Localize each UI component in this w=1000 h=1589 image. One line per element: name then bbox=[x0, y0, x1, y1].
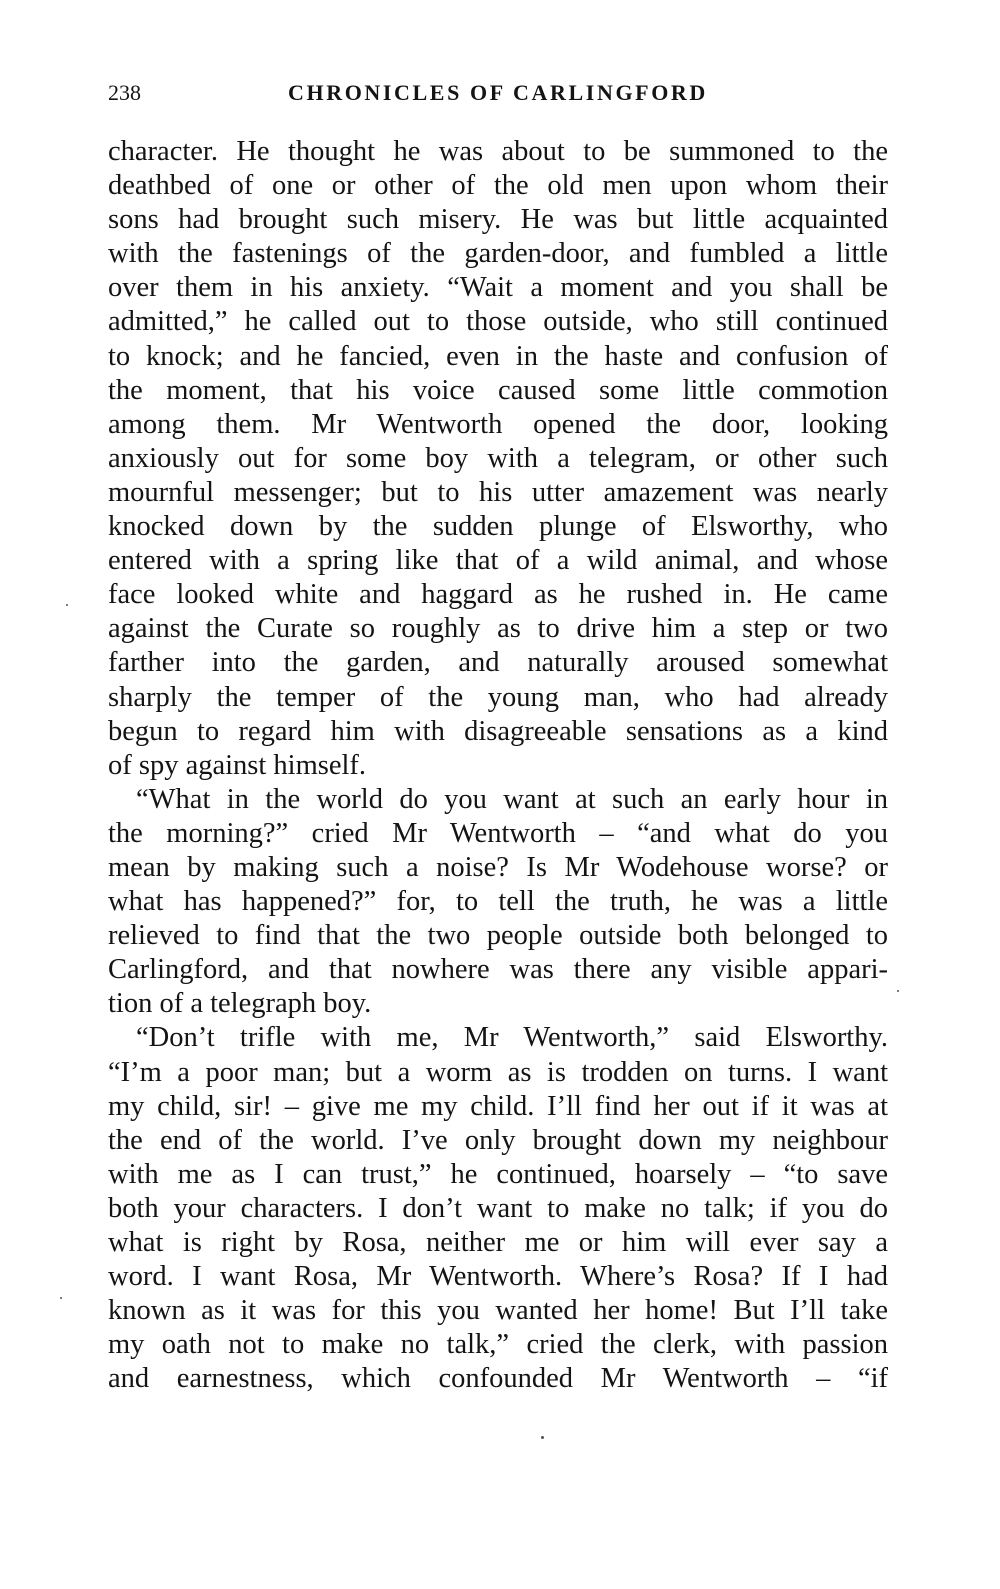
text-line: “What in the world do you want at such an early hour in bbox=[136, 783, 888, 815]
text-line: mournful messenger; but to his utter amazement was nearly bbox=[108, 476, 888, 508]
text-line: farther into the garden, and naturally aroused somewhat bbox=[108, 647, 888, 679]
scan-speck bbox=[66, 604, 68, 606]
text-line: knocked down by the sudden plunge of Elsworthy, who bbox=[108, 511, 888, 543]
text-line: what is right by Rosa, neither me or him will ever say a bbox=[108, 1227, 888, 1258]
text-line: with me as I can trust,” he continued, hoarsely – “to save bbox=[108, 1158, 888, 1190]
text-line: “Don’t trifle with me, Mr Wentworth,” said Elsworthy. bbox=[136, 1022, 888, 1054]
text-line: admitted,” he called out to those outside, who still continued bbox=[108, 306, 888, 338]
text-line: the morning?” cried Mr Wentworth – “and what do you bbox=[108, 817, 888, 849]
text-line: what has happened?” for, to tell the truth, he was a little bbox=[108, 886, 888, 918]
text-line: sharply the temper of the young man, who had already bbox=[108, 681, 888, 713]
page-number: 238 bbox=[108, 80, 141, 105]
text-line: among them. Mr Wentworth opened the door, looking bbox=[108, 408, 888, 440]
text-line: with the fastenings of the garden-door, and fumbled a little bbox=[108, 238, 888, 270]
text-line: begun to regard him with disagreeable sensations as a kind bbox=[108, 715, 888, 747]
text-line: sons had brought such misery. He was but little acquainted bbox=[108, 204, 888, 236]
text-line: the end of the world. I’ve only brought down my neighbour bbox=[108, 1124, 888, 1156]
text-line: my oath not to make no talk,” cried the clerk, with passion bbox=[108, 1329, 888, 1361]
running-title: CHRONICLES OF CARLINGFORD bbox=[288, 80, 708, 105]
text-line: deathbed of one or other of the old men upon whom their bbox=[108, 170, 888, 202]
text-line: both your characters. I don’t want to make no talk; if you do bbox=[108, 1192, 888, 1224]
text-line: over them in his anxiety. “Wait a moment and you shall be bbox=[108, 272, 888, 304]
text-line: anxiously out for some boy with a telegram, or other such bbox=[108, 442, 888, 474]
text-line: mean by making such a noise? Is Mr Wodehouse worse? or bbox=[108, 851, 888, 883]
text-line: Carlingford, and that nowhere was there any visible appari- bbox=[108, 954, 888, 986]
text-line: against the Curate so roughly as to drive him a step or two bbox=[108, 613, 888, 645]
scan-speck bbox=[897, 990, 899, 992]
text-line: the moment, that his voice caused some little commotion bbox=[108, 374, 888, 406]
text-line: face looked white and haggard as he rushed in. He came bbox=[108, 579, 888, 611]
text-line: of spy against himself. bbox=[108, 749, 367, 781]
text-line: relieved to find that the two people outside both belonged to bbox=[108, 920, 888, 952]
text-line: known as it was for this you wanted her home! But I’ll take bbox=[108, 1295, 888, 1327]
text-line: entered with a spring like that of a wild animal, and whose bbox=[108, 545, 888, 577]
text-line: tion of a telegraph boy. bbox=[108, 988, 372, 1020]
scan-speck bbox=[541, 1436, 544, 1439]
text-line: and earnestness, which confounded Mr Wentworth – “if bbox=[108, 1363, 888, 1395]
body-text bbox=[108, 135, 888, 1396]
text-line: word. I want Rosa, Mr Wentworth. Where’s Rosa? If I had bbox=[108, 1261, 888, 1293]
text-line: character. He thought he was about to be summoned to the bbox=[108, 136, 888, 167]
text-line: “I’m a poor man; but a worm as is trodden on turns. I want bbox=[108, 1056, 888, 1088]
text-line: to knock; and he fancied, even in the haste and confusion of bbox=[108, 340, 888, 372]
running-head bbox=[108, 80, 888, 110]
text-line: my child, sir! – give me my child. I’ll find her out if it was at bbox=[108, 1090, 888, 1122]
scan-speck bbox=[60, 1297, 62, 1299]
